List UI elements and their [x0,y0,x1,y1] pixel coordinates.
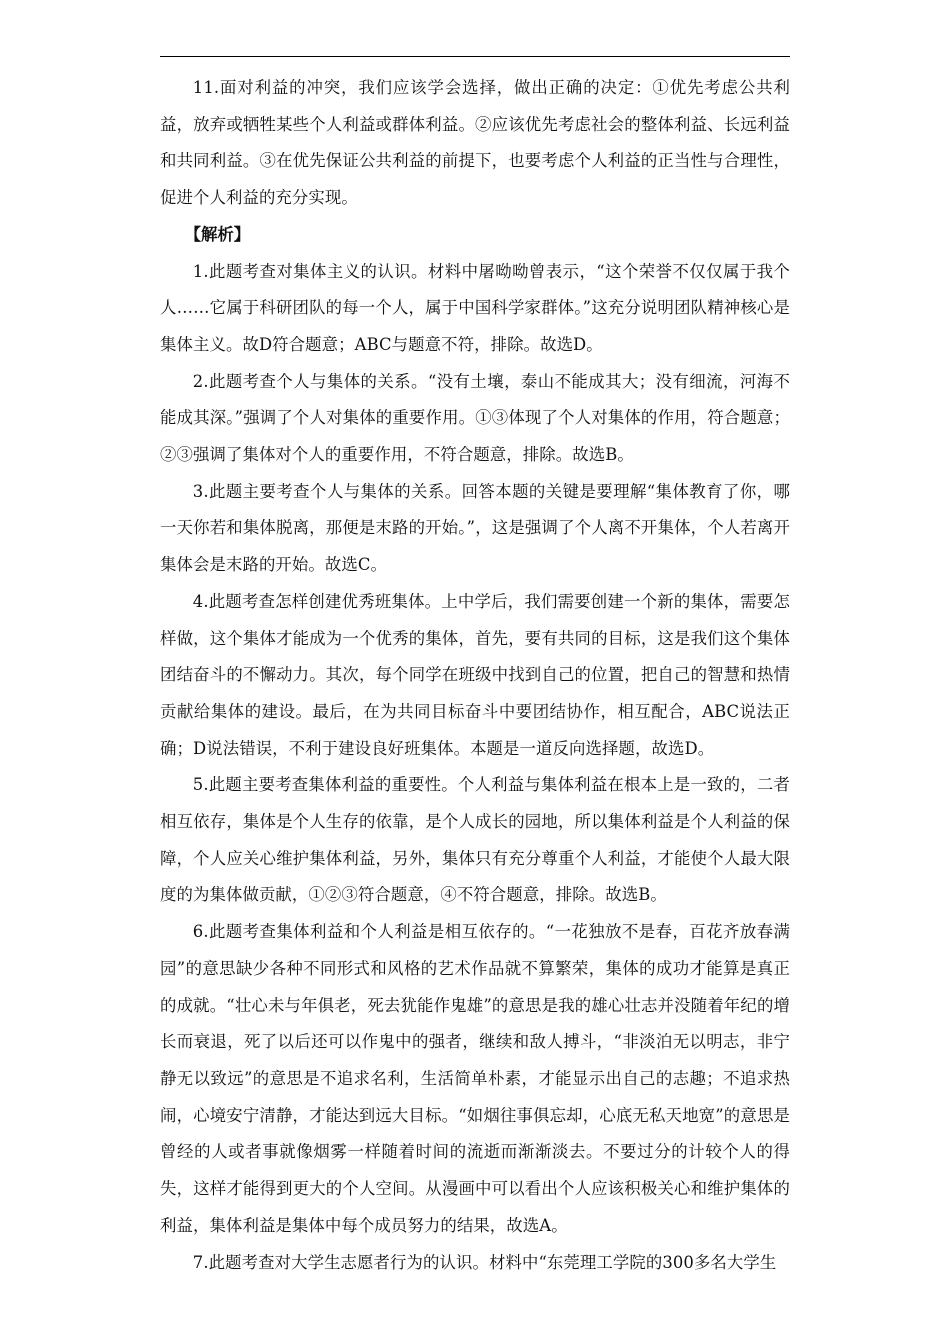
header-rule [160,56,790,57]
document-page [160,0,790,1344]
document-body [160,70,790,1281]
analysis-paragraph-7: 7.此题考查对大学生志愿者行为的认识。材料中“东莞理工学院的300多名大学生 [192,1252,777,1272]
analysis-heading: 【解析】 [184,224,251,244]
analysis-paragraph-5: 5.此题主要考查集体利益的重要性。个人利益与集体利益在根本上是一致的，二者相互依存，集体是个人生存的依靠，是个人成长的园地，所以集体利益是个人利益的保障，个人应关心维护集体利益，另外，集体只有充分尊重个人利益，才能使个人最大限度的为集体做贡献，①②③符合题意，④不符合题意，排除。故选B。 [160,775,790,905]
analysis-paragraph-3: 3.此题主要考查个人与集体的关系。回答本题的关键是要理解“集体教育了你，哪一天你若和集体脱离，那便是末路的开始。”，这是强调了个人离不开集体，个人若离开集体会是末路的开始。故选C。 [160,481,790,575]
analysis-paragraph-2: 2.此题考查个人与集体的关系。“没有土壤，泰山不能成其大；没有细流，河海不能成其深。”强调了个人对集体的重要作用。①③体现了个人对集体的作用，符合题意；②③强调了集体对个人的重要作用，不符合题意，排除。故选B。 [160,371,790,465]
answer-paragraph-11: 11.面对利益的冲突，我们应该学会选择，做出正确的决定：①优先考虑公共利益，放弃或牺牲某些个人利益或群体利益。②应该优先考虑社会的整体利益、长远利益和共同利益。③在优先保证公共利益的前提下，也要考虑个人利益的正当性与合理性，促进个人利益的充分实现。 [160,78,790,208]
analysis-paragraph-6: 6.此题考查集体利益和个人利益是相互依存的。“一花独放不是春，百花齐放春满园”的意思缺少各种不同形式和风格的艺术作品就不算繁荣，集体的成功才能算是真正的成就。“壮心未与年俱老，死去犹能作鬼雄”的意思是我的雄心壮志并没随着年纪的增长而衰退，死了以后还可以作鬼中的强者，继续和敌人搏斗，“非淡泊无以明志，非宁静无以致远”的意思是不追求名利，生活简单朴素，才能显示出自己的志趣；不追求热闹，心境安宁清静，才能达到远大目标。“如烟往事俱忘却，心底无私天地宽”的意思是曾经的人或者事就像烟雾一样随着时间的流逝而渐渐淡去。不要过分的计较个人的得失，这样才能得到更大的个人空间。从漫画中可以看出个人应该积极关心和维护集体的利益，集体利益是集体中每个成员努力的结果，故选A。 [160,922,790,1235]
analysis-paragraph-1: 1.此题考查对集体主义的认识。材料中屠呦呦曾表示，“这个荣誉不仅仅属于我个人……它属于科研团队的每一个人，属于中国科学家群体。”这充分说明团队精神核心是集体主义。故D符合题意；ABC与题意不符，排除。故选D。 [160,261,790,354]
analysis-paragraph-4: 4.此题考查怎样创建优秀班集体。上中学后，我们需要创建一个新的集体，需要怎样做，这个集体才能成为一个优秀的集体，首先，要有共同的目标，这是我们这个集体团结奋斗的不懈动力。其次，每个同学在班级中找到自己的位置，把自己的智慧和热情贡献给集体的建设。最后，在为共同目标奋斗中要团结协作，相互配合，ABC说法正确；D说法错误，不利于建设良好班集体。本题是一道反向选择题，故选D。 [160,591,790,758]
